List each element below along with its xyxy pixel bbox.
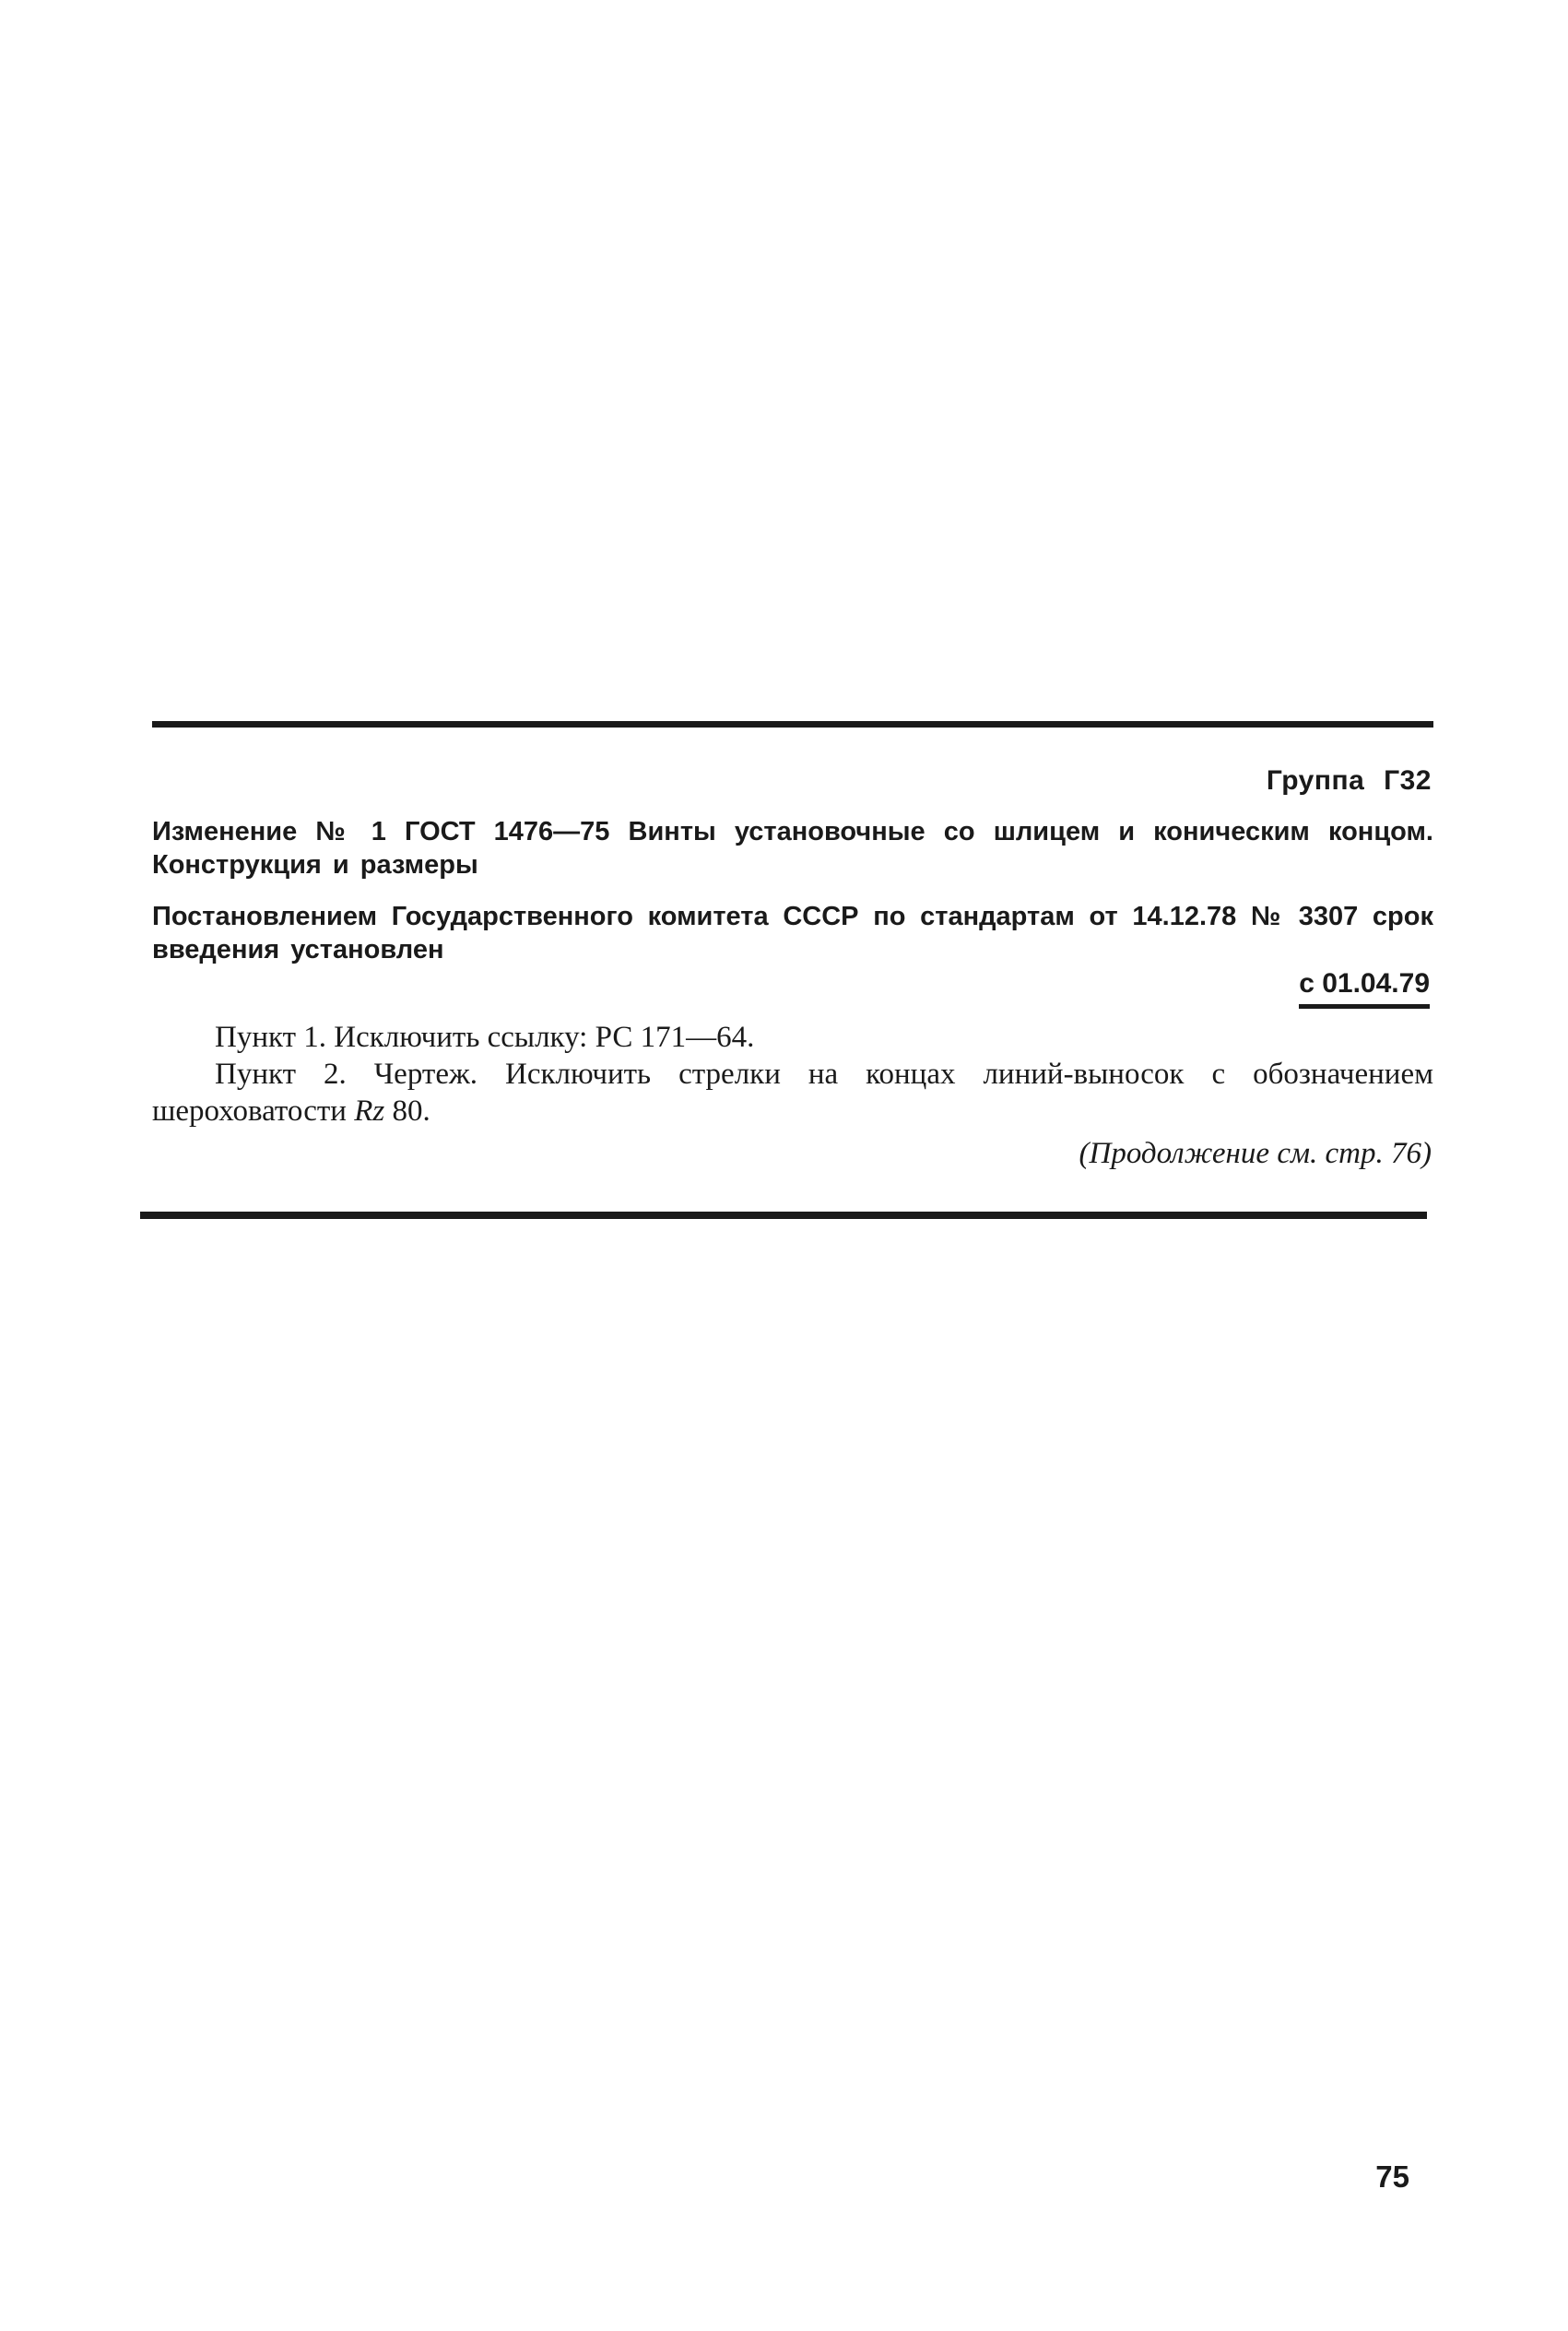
point-1-paragraph: Пункт 1. Исключить ссылку: РС 171—64. — [215, 1021, 755, 1054]
effective-date-text: с 01.04.79 — [1299, 968, 1430, 999]
group-label: Группа Г32 — [1266, 765, 1432, 796]
effective-date — [1299, 968, 1430, 1005]
point-2-paragraph — [152, 1056, 1433, 1130]
amendment-title: Изменение № 1 ГОСТ 1476—75 Винты установочные со шлицем и коническим концом. Конструкция и размеры — [152, 817, 1433, 880]
continuation-note: (Продолжение см. стр. 76) — [1079, 1137, 1432, 1170]
point-2-value: 80. — [384, 1095, 430, 1128]
bottom-horizontal-rule — [140, 1212, 1427, 1219]
effective-date-underline — [1299, 1004, 1430, 1009]
page-number: 75 — [1375, 2159, 1409, 2194]
top-horizontal-rule — [152, 721, 1433, 728]
roughness-symbol: Rz — [354, 1095, 385, 1128]
decree-text: Постановлением Государственного комитета СССР по стандартам от 14.12.78 № 3307 срок введения установлен — [152, 902, 1433, 964]
point-2-text: Пункт 2. Чертеж. Исключить стрелки на концах линий-выносок с обозначением шероховатости — [152, 1058, 1433, 1128]
